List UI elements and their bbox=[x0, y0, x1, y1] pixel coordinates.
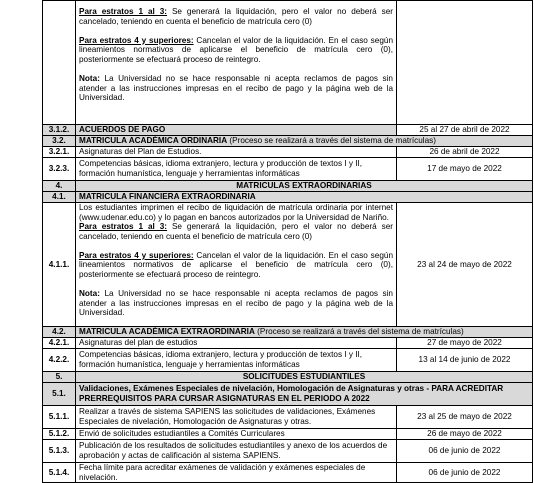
payment-instructions-cell bbox=[76, 203, 397, 327]
payment-instructions-cell bbox=[76, 1, 397, 125]
row-number: 5.1.4. bbox=[43, 463, 76, 483]
date-value: 26 de mayo de 2022 bbox=[397, 429, 533, 440]
activity-text: Envió de solicitudes estudiantiles a Comités Curriculares bbox=[76, 429, 397, 440]
section-header-cell bbox=[76, 136, 533, 147]
table-row bbox=[43, 349, 533, 372]
table-row bbox=[43, 463, 533, 483]
note-label: Nota: bbox=[79, 289, 100, 299]
strata-1-3-text: Se generará la liquidación, pero el valor no deberá ser cancelado, teniendo en cuenta el beneficio de matrícula cero (0) bbox=[79, 222, 394, 241]
strata-4-text: Cancelan el valor de la liquidación. En el caso según lineamientos normativos de aplicarse el beneficio de matrícula cero (0), posteriormente se efectuará proceso de reintegro. bbox=[79, 250, 393, 280]
table-row bbox=[43, 327, 533, 338]
row-number: 3.1.2. bbox=[43, 125, 76, 136]
note-text: La Universidad no se hace responsable ni acepta reclamos de pagos sin atender a las instrucciones impresas en el recibo de pago y la página web de la Universidad. bbox=[79, 73, 393, 103]
note-text: La Universidad no se hace responsable ni acepta reclamos de pagos sin atender a las instrucciones impresas en el recibo de pago y la página web de la Universidad. bbox=[79, 289, 393, 318]
strata-1-3-label: Para estratos 1 al 3: bbox=[79, 222, 168, 232]
strata-4-text: Cancelan el valor de la liquidación. En el caso según lineamientos normativos de aplicarse el beneficio de matrícula cero (0), posteriormente se efectuará proceso de reintegro. bbox=[79, 35, 393, 64]
activity-text: Competencias básicas, idioma extranjero, lectura y producción de textos I y II, formación humanística, lenguaje y herramientas informáticas bbox=[76, 158, 397, 181]
section-title: ACUERDOS DE PAGO bbox=[76, 125, 397, 136]
strata-1-3-label: Para estratos 1 al 3: bbox=[79, 7, 168, 16]
table-row bbox=[43, 147, 533, 158]
table-row bbox=[43, 338, 533, 349]
row-number: 3.2.1. bbox=[43, 147, 76, 158]
row-number: 5. bbox=[43, 372, 76, 383]
row-number-cell bbox=[43, 1, 76, 125]
row-number: 4. bbox=[43, 181, 76, 192]
section-title: MATRICULA ACADÉMICA ORDINARIA bbox=[79, 136, 228, 146]
row-number: 5.1.1. bbox=[43, 406, 76, 429]
row-number: 4.2.2. bbox=[43, 349, 76, 372]
section-title: Validaciones, Exámenes Especiales de nivelación, Homologación de Asignaturas y otras - PARA ACREDITAR PRERREQUISITOS PARA CURSAR ASIGNATURAS EN EL PERIODO A 2022 bbox=[76, 383, 533, 406]
activity-text: Asignaturas del Plan de Estudios. bbox=[76, 147, 397, 158]
date-value: 06 de junio de 2022 bbox=[397, 463, 533, 483]
date-value: 23 al 25 de mayo de 2022 bbox=[397, 406, 533, 429]
date-value: 06 de junio de 2022 bbox=[397, 440, 533, 463]
row-number: 4.1. bbox=[43, 192, 76, 203]
date-value: 26 de abril de 2022 bbox=[397, 147, 533, 158]
row-number: 4.1.1. bbox=[43, 203, 76, 327]
table-row bbox=[43, 136, 533, 147]
date-value: 23 al 24 de mayo de 2022 bbox=[397, 203, 533, 327]
row-number: 5.1.3. bbox=[43, 440, 76, 463]
strata-4-label: Para estratos 4 y superiores: bbox=[79, 35, 194, 45]
strata-1-3-text: Se generará la liquidación, pero el valor no deberá ser cancelado, teniendo en cuenta el beneficio de matrícula cero (0) bbox=[79, 7, 394, 26]
row-number: 5.1. bbox=[43, 383, 76, 406]
table-row bbox=[43, 406, 533, 429]
date-cell bbox=[397, 1, 533, 125]
section-header-cell bbox=[76, 327, 533, 338]
table-row bbox=[43, 1, 533, 125]
row-number: 3.2. bbox=[43, 136, 76, 147]
table-row bbox=[43, 429, 533, 440]
table-row bbox=[43, 125, 533, 136]
activity-text: Competencias básicas, idioma extranjero, lectura y producción de textos I y II, formación humanística, lenguaje y herramientas informáticas bbox=[76, 349, 397, 372]
section-title: MATRICULAS EXTRAORDINARIAS bbox=[76, 181, 533, 192]
activity-text: Realizar a través de sistema SAPIENS las solicitudes de validaciones, Exámenes Especiales de nivelación, Homologación de Asignaturas y otras. bbox=[76, 406, 397, 429]
section-note: (Proceso se realizará a través del sistema de matrículas) bbox=[227, 136, 436, 146]
strata-4-label: Para estratos 4 y superiores: bbox=[79, 250, 194, 260]
intro-text: Los estudiantes imprimen el recibo de liquidación de matrícula ordinaria por internet (www.udenar.edu.co) y lo pagan en bancos autorizados por la Universidad de Nariño. bbox=[79, 203, 393, 222]
date-value: 25 al 27 de abril de 2022 bbox=[397, 125, 533, 136]
table-row bbox=[43, 203, 533, 327]
section-note: (Proceso se realizará a través del sistema de matrículas) bbox=[254, 327, 464, 337]
table-row bbox=[43, 383, 533, 406]
section-title: MATRICULA FINANCIERA EXTRAORDINARIA bbox=[76, 192, 533, 203]
table-row bbox=[43, 181, 533, 192]
table-row bbox=[43, 372, 533, 383]
activity-text: Fecha límite para acreditar exámenes de validación y exámenes especiales de nivelación. bbox=[76, 463, 397, 483]
schedule-table bbox=[42, 0, 533, 483]
row-number: 4.2.1. bbox=[43, 338, 76, 349]
date-value: 13 al 14 de junio de 2022 bbox=[397, 349, 533, 372]
section-title: SOLICITUDES ESTUDIANTILES bbox=[76, 372, 533, 383]
table-row bbox=[43, 158, 533, 181]
note-label: Nota: bbox=[79, 73, 100, 83]
activity-text: Asignaturas del plan de estudios bbox=[76, 338, 397, 349]
activity-text: Publicación de los resultados de solicitudes estudiantiles y anexo de los acuerdos de aprobación y actas de calificación al sistema SAPIENS. bbox=[76, 440, 397, 463]
table-row bbox=[43, 440, 533, 463]
row-number: 3.2.3. bbox=[43, 158, 76, 181]
row-number: 5.1.2. bbox=[43, 429, 76, 440]
row-number: 4.2. bbox=[43, 327, 76, 338]
section-title: MATRICULA ACADÉMICA EXTRAORDINARIA bbox=[79, 327, 255, 337]
table-row bbox=[43, 192, 533, 203]
date-value: 17 de mayo de 2022 bbox=[397, 158, 533, 181]
date-value: 27 de mayo de 2022 bbox=[397, 338, 533, 349]
